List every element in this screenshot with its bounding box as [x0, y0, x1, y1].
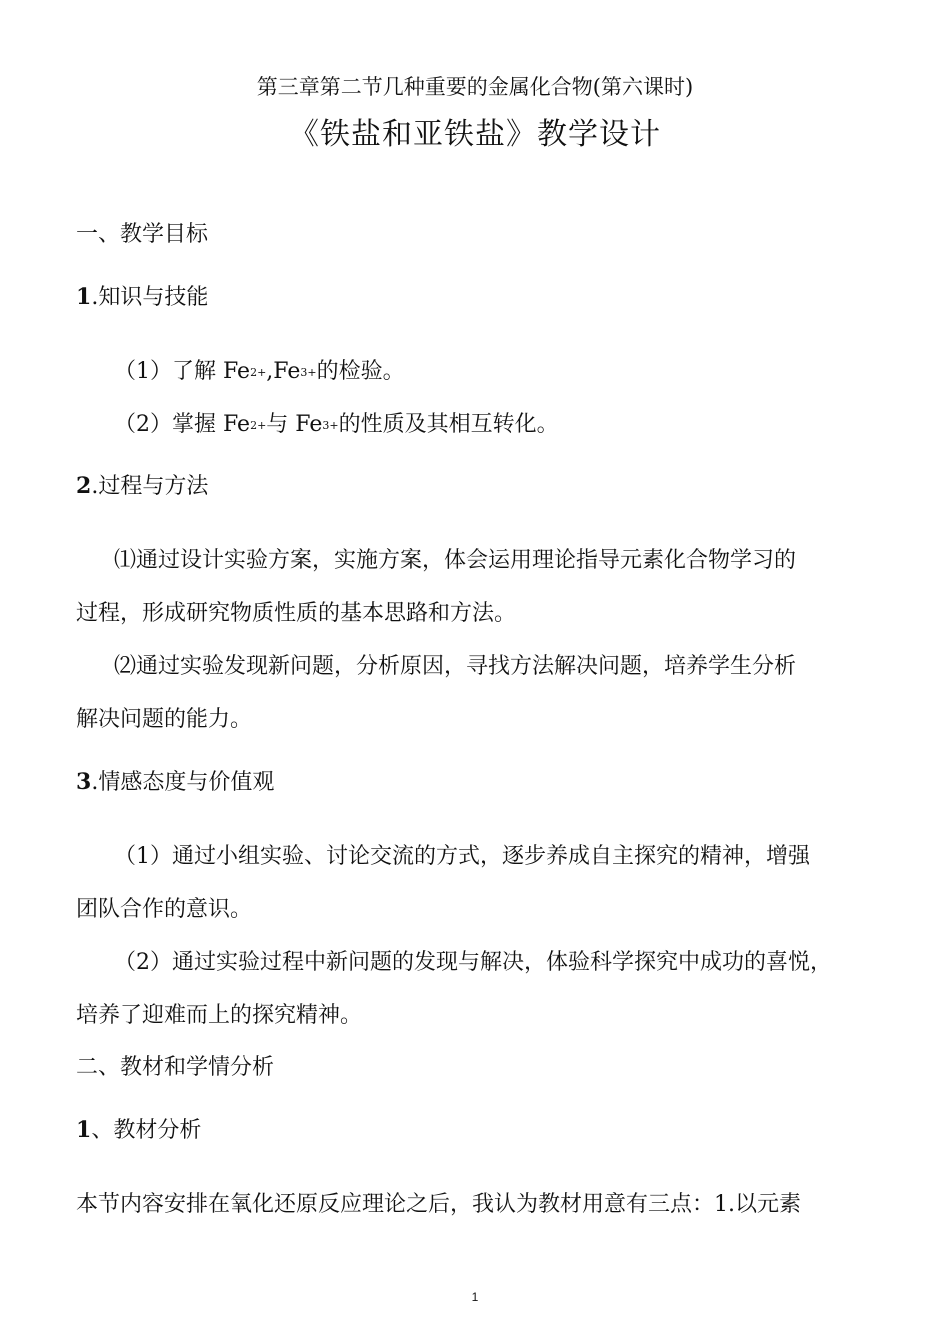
values-item-1-line-1: （1）通过小组实验、讨论交流的方式，逐步养成自主探究的精神，增强 [114, 844, 810, 869]
ion-charge: 2+ [250, 419, 267, 432]
process-item-2-line-2: 解决问题的能力。 [76, 707, 253, 732]
subsection-number: 3 [76, 769, 92, 795]
subsection-label: 过程与方法 [98, 474, 209, 499]
subsection-separator: . [91, 285, 99, 310]
ion-charge: 2+ [250, 366, 267, 379]
process-item-1-line-2: 过程，形成研究物质性质的基本思路和方法。 [76, 601, 517, 626]
subsection-label: 知识与技能 [98, 285, 209, 310]
text-segment: 的检验。 [316, 359, 405, 384]
subsection-heading-textbook [76, 1115, 201, 1146]
knowledge-item-2 [114, 410, 559, 441]
values-item-1-line-2: 团队合作的意识。 [76, 897, 253, 922]
knowledge-item-1 [114, 357, 405, 388]
subsection-heading-process [76, 471, 208, 502]
subsection-number: 2 [76, 473, 92, 499]
subsection-heading-knowledge [76, 282, 208, 313]
process-item-2-line-1: ⑵通过实验发现新问题，分析原因，寻找方法解决问题，培养学生分析 [114, 654, 797, 679]
text-segment: 的性质及其相互转化。 [338, 412, 559, 437]
ion-charge: 3+ [300, 366, 317, 379]
ion-charge: 3+ [322, 419, 339, 432]
subsection-separator: . [91, 770, 99, 795]
text-segment: ,Fe [266, 359, 301, 384]
subsection-separator: 、 [91, 1118, 114, 1143]
values-item-2-line-2: 培养了迎难而上的探究精神。 [76, 1003, 363, 1028]
text-segment: （1）了解 Fe [114, 359, 251, 384]
textbook-analysis-paragraph: 本节内容安排在氧化还原反应理论之后，我认为教材用意有三点：1.以元素 [76, 1192, 801, 1217]
section-heading-objectives: 一、教学目标 [76, 222, 209, 247]
subsection-label: 情感态度与价值观 [98, 770, 275, 795]
subsection-number: 1 [76, 284, 92, 310]
subsection-heading-values [76, 767, 274, 798]
subsection-label: 教材分析 [113, 1118, 202, 1143]
subsection-number: 1 [76, 1117, 92, 1143]
process-item-1-line-1: ⑴通过设计实验方案，实施方案，体会运用理论指导元素化合物学习的 [114, 548, 797, 573]
section-heading-analysis: 二、教材和学情分析 [76, 1055, 275, 1080]
text-segment: 与 Fe [266, 412, 323, 437]
text-segment: （2）掌握 Fe [114, 412, 251, 437]
document-title: 《铁盐和亚铁盐》教学设计 [289, 117, 661, 152]
values-item-2-line-1: （2）通过实验过程中新问题的发现与解决，体验科学探究中成功的喜悦， [114, 950, 832, 975]
document-subtitle: 第三章第二节几种重要的金属化合物(第六课时) [256, 75, 694, 99]
subsection-separator: . [91, 474, 99, 499]
page-number: 1 [471, 1290, 479, 1304]
